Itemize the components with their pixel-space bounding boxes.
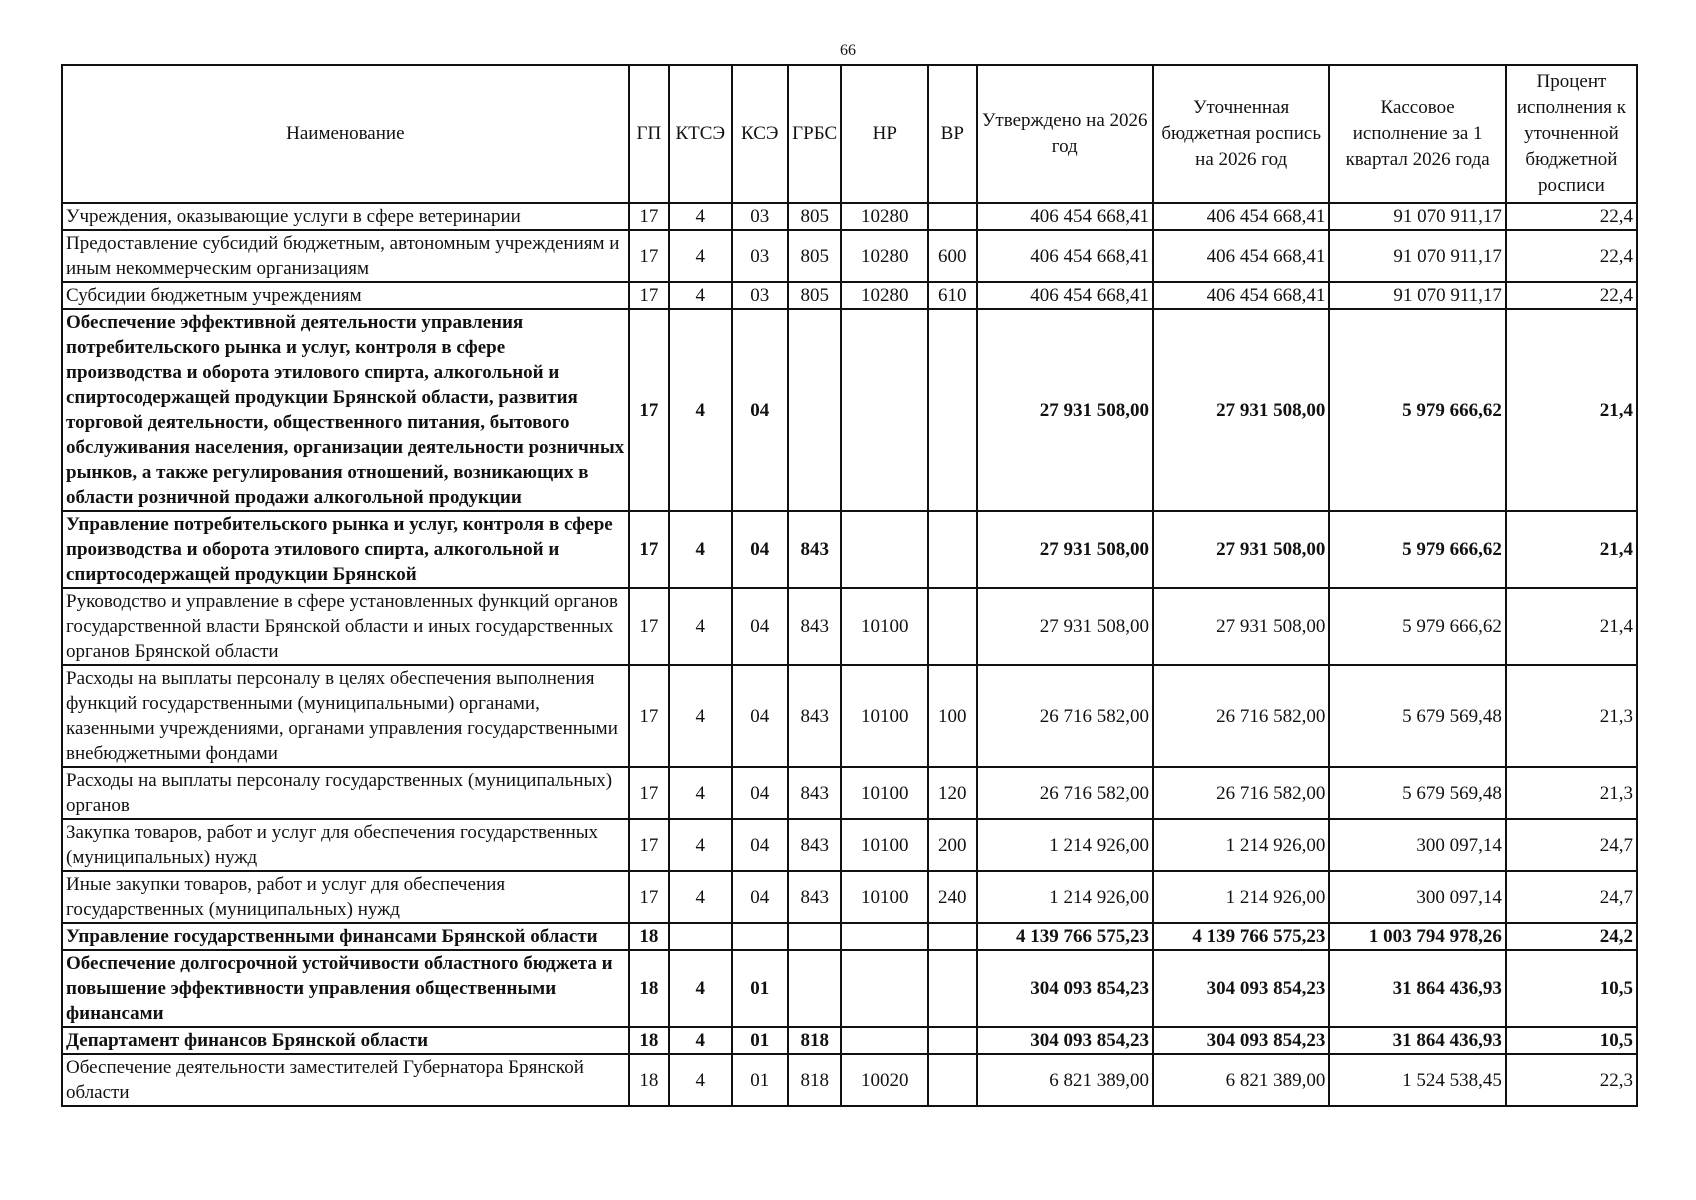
cell-approved: 27 931 508,00 [977, 309, 1153, 511]
cell-percent: 10,5 [1506, 1027, 1637, 1054]
cell-name: Субсидии бюджетным учреждениям [62, 282, 629, 309]
cell-grbs: 805 [788, 203, 841, 230]
cell-gp: 18 [629, 1027, 669, 1054]
header-refined: Уточненная бюджетная роспись на 2026 год [1153, 65, 1329, 203]
cell-cash: 5 679 569,48 [1329, 767, 1505, 819]
cell-vr [928, 309, 976, 511]
cell-ktse: 4 [669, 203, 732, 230]
cell-kse: 04 [732, 767, 788, 819]
table-row [62, 282, 1637, 309]
cell-ktse: 4 [669, 819, 732, 871]
cell-ktse: 4 [669, 230, 732, 282]
cell-approved: 1 214 926,00 [977, 871, 1153, 923]
cell-ktse: 4 [669, 282, 732, 309]
cell-vr [928, 511, 976, 588]
table-row [62, 1027, 1637, 1054]
cell-nr: 10100 [841, 819, 928, 871]
cell-vr [928, 203, 976, 230]
cell-vr: 600 [928, 230, 976, 282]
cell-kse: 01 [732, 1054, 788, 1106]
cell-percent: 24,7 [1506, 871, 1637, 923]
header-row [62, 65, 1637, 203]
cell-vr: 240 [928, 871, 976, 923]
cell-nr: 10020 [841, 1054, 928, 1106]
cell-refined: 27 931 508,00 [1153, 309, 1329, 511]
cell-percent: 22,4 [1506, 203, 1637, 230]
header-approved: Утверждено на 2026 год [977, 65, 1153, 203]
cell-approved: 4 139 766 575,23 [977, 923, 1153, 950]
cell-cash: 5 979 666,62 [1329, 588, 1505, 665]
cell-grbs: 843 [788, 588, 841, 665]
cell-kse: 03 [732, 282, 788, 309]
cell-gp: 17 [629, 665, 669, 767]
cell-name: Управление государственными финансами Брянской области [62, 923, 629, 950]
cell-gp: 17 [629, 203, 669, 230]
header-ktse: КТСЭ [669, 65, 732, 203]
cell-percent: 21,4 [1506, 511, 1637, 588]
header-cash: Кассовое исполнение за 1 квартал 2026 года [1329, 65, 1505, 203]
cell-nr: 10100 [841, 871, 928, 923]
cell-refined: 304 093 854,23 [1153, 950, 1329, 1027]
page-number: 66 [840, 42, 856, 59]
cell-grbs: 805 [788, 282, 841, 309]
cell-vr: 610 [928, 282, 976, 309]
cell-gp: 17 [629, 282, 669, 309]
cell-vr [928, 588, 976, 665]
cell-name: Расходы на выплаты персоналу в целях обеспечения выполнения функций государственными (муниципальными) органами, казенными учреждениями, органами управления государственными внебюджетными фондами [62, 665, 629, 767]
cell-percent: 22,4 [1506, 282, 1637, 309]
cell-vr [928, 923, 976, 950]
cell-gp: 17 [629, 309, 669, 511]
cell-cash: 300 097,14 [1329, 819, 1505, 871]
cell-cash: 31 864 436,93 [1329, 950, 1505, 1027]
cell-percent: 24,7 [1506, 819, 1637, 871]
cell-ktse [669, 923, 732, 950]
header-name: Наименование [62, 65, 629, 203]
cell-vr: 100 [928, 665, 976, 767]
cell-name: Департамент финансов Брянской области [62, 1027, 629, 1054]
header-vr: ВР [928, 65, 976, 203]
cell-name: Расходы на выплаты персоналу государственных (муниципальных) органов [62, 767, 629, 819]
cell-grbs: 843 [788, 819, 841, 871]
cell-percent: 24,2 [1506, 923, 1637, 950]
cell-percent: 21,4 [1506, 588, 1637, 665]
cell-gp: 17 [629, 819, 669, 871]
cell-kse: 03 [732, 203, 788, 230]
cell-nr: 10100 [841, 588, 928, 665]
cell-nr: 10100 [841, 767, 928, 819]
cell-approved: 406 454 668,41 [977, 203, 1153, 230]
cell-kse: 03 [732, 230, 788, 282]
cell-vr [928, 1054, 976, 1106]
cell-ktse: 4 [669, 950, 732, 1027]
cell-gp: 18 [629, 950, 669, 1027]
cell-gp: 17 [629, 511, 669, 588]
cell-grbs: 843 [788, 665, 841, 767]
cell-percent: 21,4 [1506, 309, 1637, 511]
cell-approved: 27 931 508,00 [977, 511, 1153, 588]
table-row [62, 950, 1637, 1027]
cell-vr: 200 [928, 819, 976, 871]
cell-name: Закупка товаров, работ и услуг для обеспечения государственных (муниципальных) нужд [62, 819, 629, 871]
cell-refined: 4 139 766 575,23 [1153, 923, 1329, 950]
cell-kse: 04 [732, 511, 788, 588]
cell-ktse: 4 [669, 665, 732, 767]
cell-name: Руководство и управление в сфере установленных функций органов государственной власти Брянской области и иных государственных органов Брянской области [62, 588, 629, 665]
cell-name: Обеспечение эффективной деятельности управления потребительского рынка и услуг, контроля в сфере производства и оборота этилового спирта, алкогольной и спиртосодержащей продукции Брянской области, развития торговой деятельности, общественного питания, бытового обслуживания населения, организации деятельности розничных рынков, а также регулирования отношений, возникающих в области розничной продажи алкогольной продукции [62, 309, 629, 511]
cell-refined: 1 214 926,00 [1153, 871, 1329, 923]
cell-ktse: 4 [669, 767, 732, 819]
cell-grbs: 818 [788, 1027, 841, 1054]
cell-nr [841, 309, 928, 511]
cell-gp: 17 [629, 767, 669, 819]
cell-grbs: 805 [788, 230, 841, 282]
cell-ktse: 4 [669, 511, 732, 588]
cell-ktse: 4 [669, 588, 732, 665]
cell-refined: 27 931 508,00 [1153, 588, 1329, 665]
table-body [62, 203, 1637, 1106]
cell-refined: 27 931 508,00 [1153, 511, 1329, 588]
cell-approved: 406 454 668,41 [977, 282, 1153, 309]
cell-cash: 91 070 911,17 [1329, 203, 1505, 230]
table-row [62, 1054, 1637, 1106]
table-row [62, 767, 1637, 819]
cell-nr: 10280 [841, 203, 928, 230]
cell-nr [841, 923, 928, 950]
table-row [62, 588, 1637, 665]
cell-nr: 10100 [841, 665, 928, 767]
cell-name: Обеспечение деятельности заместителей Губернатора Брянской области [62, 1054, 629, 1106]
cell-ktse: 4 [669, 1027, 732, 1054]
cell-grbs: 843 [788, 871, 841, 923]
cell-approved: 6 821 389,00 [977, 1054, 1153, 1106]
header-kse: КСЭ [732, 65, 788, 203]
cell-cash: 31 864 436,93 [1329, 1027, 1505, 1054]
cell-percent: 22,4 [1506, 230, 1637, 282]
cell-nr [841, 511, 928, 588]
cell-approved: 1 214 926,00 [977, 819, 1153, 871]
cell-vr: 120 [928, 767, 976, 819]
table-row [62, 819, 1637, 871]
cell-grbs [788, 950, 841, 1027]
cell-grbs: 818 [788, 1054, 841, 1106]
cell-nr: 10280 [841, 282, 928, 309]
cell-kse: 04 [732, 871, 788, 923]
cell-nr [841, 950, 928, 1027]
cell-name: Управление потребительского рынка и услуг, контроля в сфере производства и оборота этилового спирта, алкогольной и спиртосодержащей продукции Брянской [62, 511, 629, 588]
cell-cash: 91 070 911,17 [1329, 282, 1505, 309]
cell-nr [841, 1027, 928, 1054]
cell-cash: 1 003 794 978,26 [1329, 923, 1505, 950]
cell-kse: 01 [732, 1027, 788, 1054]
cell-cash: 5 679 569,48 [1329, 665, 1505, 767]
cell-refined: 6 821 389,00 [1153, 1054, 1329, 1106]
cell-kse: 01 [732, 950, 788, 1027]
cell-cash: 300 097,14 [1329, 871, 1505, 923]
cell-kse: 04 [732, 309, 788, 511]
table-row [62, 230, 1637, 282]
cell-approved: 304 093 854,23 [977, 950, 1153, 1027]
cell-approved: 27 931 508,00 [977, 588, 1153, 665]
cell-grbs [788, 309, 841, 511]
cell-vr [928, 1027, 976, 1054]
cell-refined: 26 716 582,00 [1153, 665, 1329, 767]
cell-refined: 26 716 582,00 [1153, 767, 1329, 819]
cell-kse [732, 923, 788, 950]
cell-gp: 17 [629, 871, 669, 923]
cell-nr: 10280 [841, 230, 928, 282]
cell-vr [928, 950, 976, 1027]
table-row [62, 923, 1637, 950]
cell-approved: 304 093 854,23 [977, 1027, 1153, 1054]
cell-kse: 04 [732, 819, 788, 871]
cell-cash: 91 070 911,17 [1329, 230, 1505, 282]
cell-percent: 21,3 [1506, 665, 1637, 767]
cell-grbs: 843 [788, 767, 841, 819]
cell-ktse: 4 [669, 871, 732, 923]
cell-percent: 22,3 [1506, 1054, 1637, 1106]
cell-ktse: 4 [669, 1054, 732, 1106]
cell-name: Учреждения, оказывающие услуги в сфере ветеринарии [62, 203, 629, 230]
cell-approved: 406 454 668,41 [977, 230, 1153, 282]
cell-kse: 04 [732, 588, 788, 665]
cell-gp: 18 [629, 1054, 669, 1106]
header-gp: ГП [629, 65, 669, 203]
cell-gp: 18 [629, 923, 669, 950]
cell-ktse: 4 [669, 309, 732, 511]
cell-approved: 26 716 582,00 [977, 767, 1153, 819]
cell-cash: 1 524 538,45 [1329, 1054, 1505, 1106]
table-row [62, 665, 1637, 767]
cell-cash: 5 979 666,62 [1329, 309, 1505, 511]
cell-percent: 21,3 [1506, 767, 1637, 819]
cell-cash: 5 979 666,62 [1329, 511, 1505, 588]
table-row [62, 203, 1637, 230]
cell-name: Предоставление субсидий бюджетным, автономным учреждениям и иным некоммерческим организациям [62, 230, 629, 282]
cell-refined: 304 093 854,23 [1153, 1027, 1329, 1054]
cell-grbs: 843 [788, 511, 841, 588]
cell-refined: 406 454 668,41 [1153, 230, 1329, 282]
cell-gp: 17 [629, 230, 669, 282]
cell-grbs [788, 923, 841, 950]
header-nr: НР [841, 65, 928, 203]
cell-name: Иные закупки товаров, работ и услуг для обеспечения государственных (муниципальных) нужд [62, 871, 629, 923]
budget-execution-table [61, 64, 1638, 1107]
cell-approved: 26 716 582,00 [977, 665, 1153, 767]
table-row [62, 309, 1637, 511]
header-grbs: ГРБС [788, 65, 841, 203]
header-percent: Процент исполнения к уточненной бюджетной росписи [1506, 65, 1637, 203]
cell-name: Обеспечение долгосрочной устойчивости областного бюджета и повышение эффективности управления общественными финансами [62, 950, 629, 1027]
cell-kse: 04 [732, 665, 788, 767]
cell-refined: 406 454 668,41 [1153, 282, 1329, 309]
cell-gp: 17 [629, 588, 669, 665]
cell-percent: 10,5 [1506, 950, 1637, 1027]
table-row [62, 871, 1637, 923]
cell-refined: 406 454 668,41 [1153, 203, 1329, 230]
table-row [62, 511, 1637, 588]
cell-refined: 1 214 926,00 [1153, 819, 1329, 871]
